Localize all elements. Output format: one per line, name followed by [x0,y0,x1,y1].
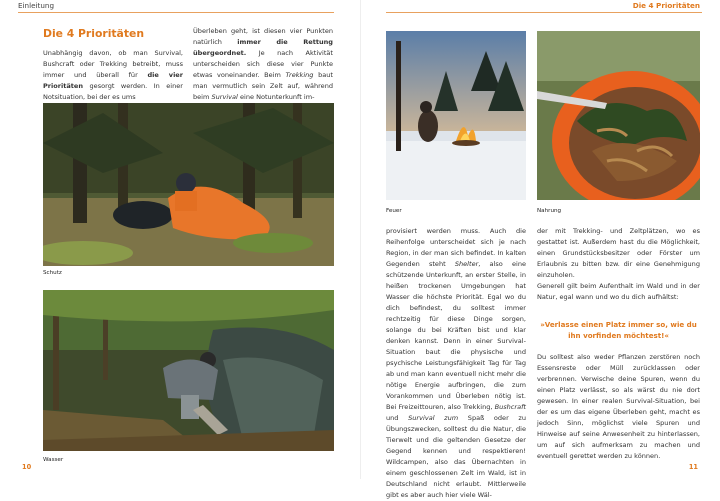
running-header-left: Einleitung [18,1,55,10]
photo-food [537,31,700,200]
caption-water: Wasser [43,457,64,463]
text-column-4b: Du solltest also weder Pflanzen zerstören noch Essensreste oder Müll zurücklassen oder verbrennen. Verwische deine Spuren, wenn du einen Platz verlässt, so als wärst du nie dort gewesen. In einer realen Survival-Situation, bei der es um das eigene Überleben geht, macht es jedoch Sinn, möglichst viele Spuren und Hinweise auf seine Anwesenheit zu hinterlassen, um auf sich aufmerksam zu machen und eventuell gerettet werden zu können. [537,353,700,460]
header-rule-right [386,12,702,13]
text-column-4a: der mit Trekking- und Zeltplätzen, wo es gestattet ist. Außerdem hast du die Möglichkeit, einen Grundstücksbesitzer oder Förster um Erlaubnis zu bitten bzw. dir eine Genehmigung einzuholen. Generell gilt beim Aufenthalt im Wald und in der Natur, egal wann und wo du dich aufhältst: [537,227,700,301]
emphasis-priorities: die vier Prioritäten [43,71,183,90]
text-column-1: Unabhängig davon, ob man Survival, Bushcraft oder Trekking betreibt, muss immer und überall für die vier Prioritäten gesorgt werden. In einer Notsituation, bei der es ums [43,49,183,101]
book-spine [360,0,361,479]
pull-quote: »Verlasse einen Platz immer so, wie du ihn vorfinden möchtest!« [540,320,697,340]
photo-fire [386,31,526,200]
emphasis-rescue: immer die Rettung übergeordnet. [193,38,333,57]
photo-shelter [43,103,334,266]
page-number-left: 10 [22,463,32,471]
text-column-3: provisiert werden muss. Auch die Reihenfolge unterscheidet sich je nach Region, in der man sich befindet. In kalten Gegenden steht Shelter, also eine schützende Unterkunft, an erster Stelle, in heißen trockenen Umgebungen hat Wasser die höchste Priorität. Egal wo du dich befindest, du solltest immer rechtzeitig für diese Dinge sorgen, solange du bei Kräften bist und klar denken kannst. Denn in einer Survival-Situation baut die physische und psychische Leistungsfähigkeit Tag für Tag ab und man kann eventuell nicht mehr die nötige Energie aufbringen, die zum Vorankommen und Überleben nötig ist. Bei Freizeittouren, also Trekking, Bushcraft und Survival zum Spaß oder zu Übungszwecken, solltest du die Natur, die Tierwelt und die geltenden Gesetze der Gegend kennen und respektieren! Wildcampen, also das Übernachten in einem geschlossenen Zelt im Wald, ist in Deutschland nicht erlaubt. Mittlerweile gibt es aber auch hier viele Wäl- [386,227,526,499]
section-heading: Die 4 Prioritäten [43,27,145,40]
caption-food: Nahrung [537,208,562,214]
text-column-2: Überleben geht, ist diesen vier Punkten natürlich immer die Rettung übergeordnet. Je nach Aktivität unterscheiden sich diese vier Punkte etwas voneinander. Beim Trekking baut man vermutlich sein Zelt auf, während beim Survival eine Notunterkunft im- [193,27,333,101]
caption-fire: Feuer [386,208,402,214]
running-header-right: Die 4 Prioritäten [632,1,700,10]
photo-water [43,290,334,451]
header-rule-left [18,12,334,13]
caption-shelter: Schutz [43,270,62,276]
page-number-right: 11 [688,463,698,471]
